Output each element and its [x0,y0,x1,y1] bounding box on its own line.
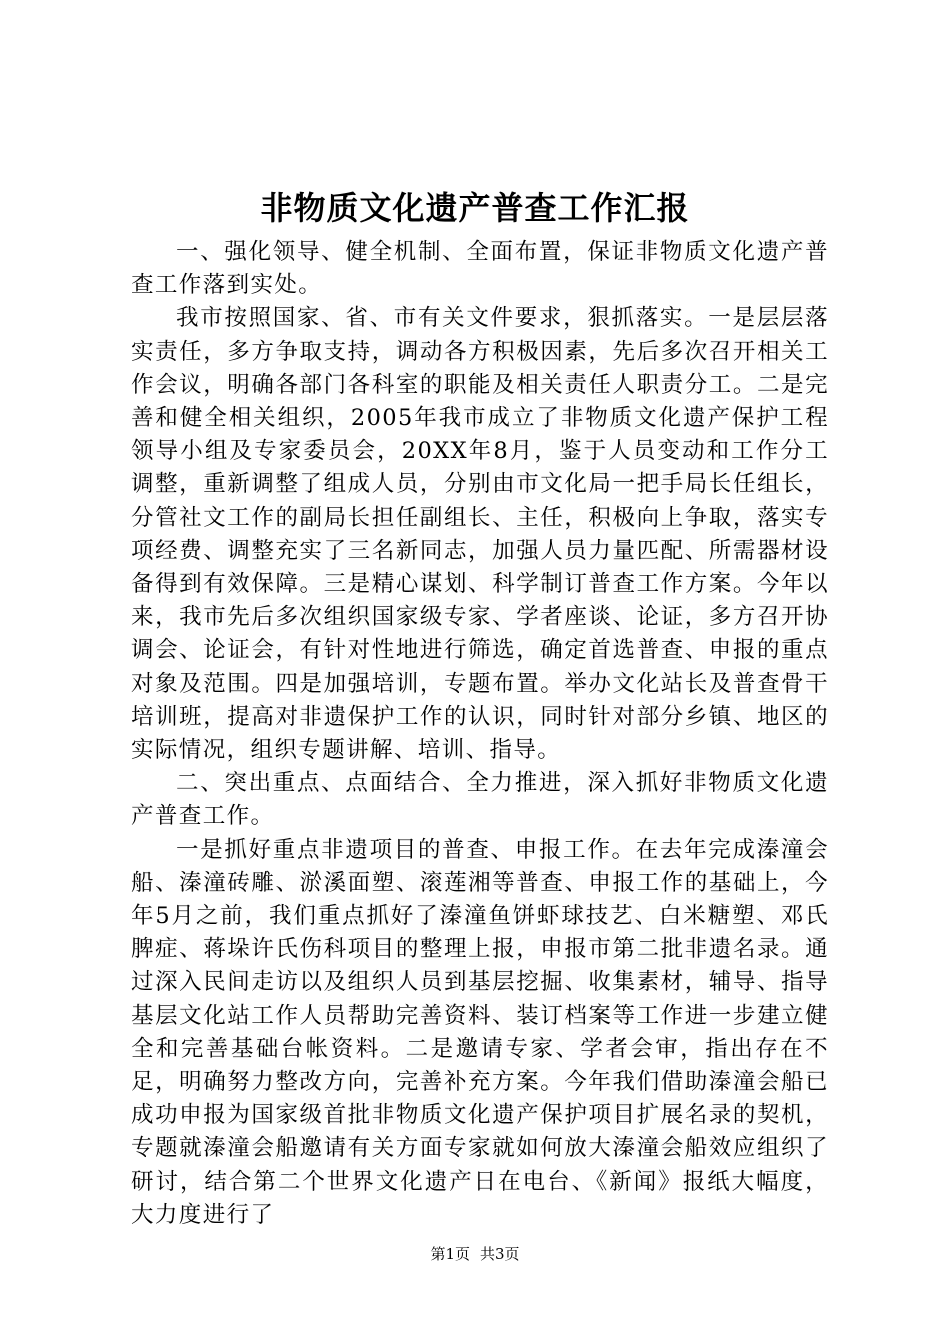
paragraph-section-one-heading: 一、强化领导、健全机制、全面布置，保证非物质文化遗产普查工作落到实处。 [131,239,829,299]
paragraph-section-two-heading: 二、突出重点、点面结合、全力推进，深入抓好非物质文化遗产普查工作。 [131,770,829,830]
page-number-current: 第1页 [430,1245,470,1263]
page-footer [0,1244,950,1264]
document-title: 非物质文化遗产普查工作汇报 [260,189,690,227]
document-body [131,236,829,1232]
paragraph-section-two-body: 一是抓好重点非遗项目的普查、申报工作。在去年完成溱潼会船、溱潼砖雕、淤溪面塑、滚莲湘等普查、申报工作的基础上，今年5月之前，我们重点抓好了溱潼鱼饼虾球技艺、白米糖塑、邓氏脾症、蒋垛许氏伤科项目的整理上报，申报市第二批非遗名录。通过深入民间走访以及组织人员到基层挖掘、收集素材，辅导、指导基层文化站工作人员帮助完善资料、装订档案等工作进一步建立健全和完善基础台帐资料。二是邀请专家、学者会审，指出存在不足，明确努力整改方向，完善补充方案。今年我们借助溱潼会船已成功申报为国家级首批非物质文化遗产保护项目扩展名录的契机，专题就溱潼会船邀请有关方面专家就如何放大溱潼会船效应组织了研讨，结合第二个世界文化遗产日在电台、《新闻》报纸大幅度，大力度进行了 [131,836,829,1228]
page-number-total: 共3页 [480,1245,520,1263]
paragraph-section-one-body: 我市按照国家、省、市有关文件要求，狠抓落实。一是层层落实责任，多方争取支持，调动各方积极因素，先后多次召开相关工作会议，明确各部门各科室的职能及相关责任人职责分工。二是完善和健全相关组织，2005年我市成立了非物质文化遗产保护工程领导小组及专家委员会，20XX年8月，鉴于人员变动和工作分工调整，重新调整了组成人员，分别由市文化局一把手局长任组长，分管社文工作的副局长担任副组长、主任，积极向上争取，落实专项经费、调整充实了三名新同志，加强人员力量匹配、所需器材设备得到有效保障。三是精心谋划、科学制订普查工作方案。今年以来，我市先后多次组织国家级专家、学者座谈、论证，多方召开协调会、论证会，有针对性地进行筛选，确定首选普查、申报的重点对象及范围。四是加强培训，专题布置。举办文化站长及普查骨干培训班，提高对非遗保护工作的认识，同时针对部分乡镇、地区的实际情况，组织专题讲解、培训、指导。 [131,305,829,764]
